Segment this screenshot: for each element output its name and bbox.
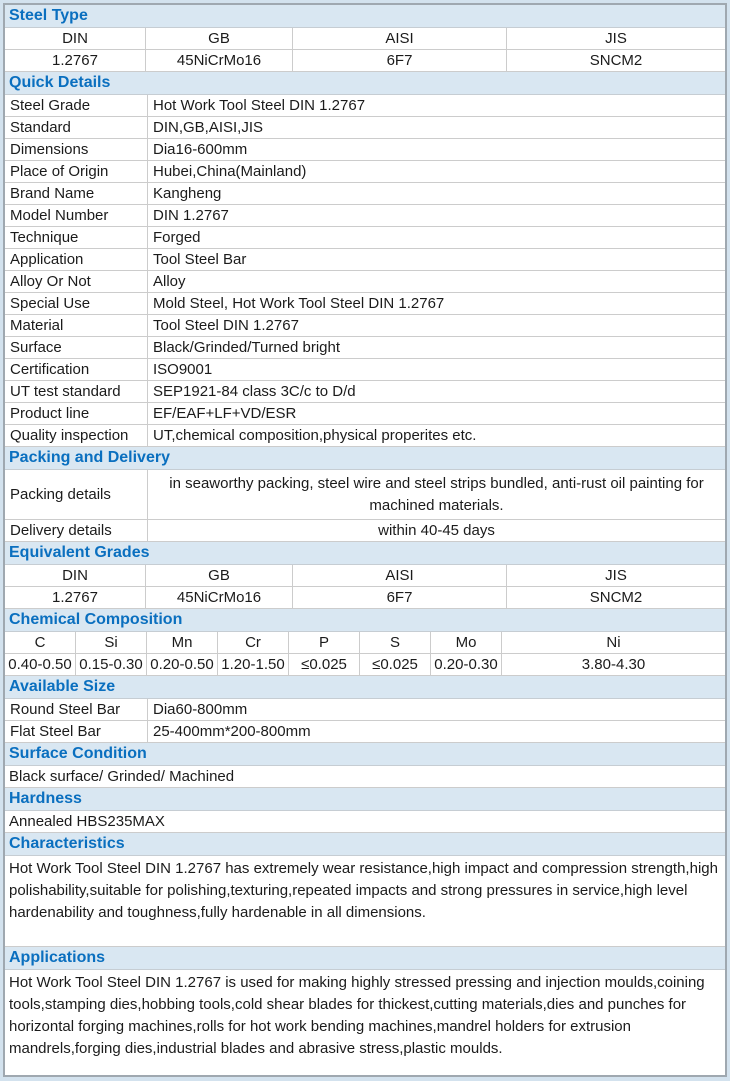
table-row <box>5 403 725 425</box>
row-value: ISO9001 <box>153 361 213 378</box>
chem-value-mn: 0.20-0.50 <box>147 654 218 675</box>
row-label: Brand Name <box>5 183 148 204</box>
section-header-chemical-composition: Chemical Composition <box>5 609 725 632</box>
row-value: Tool Steel DIN 1.2767 <box>153 317 299 334</box>
chem-col-cr: Cr <box>218 632 289 653</box>
row-label: Special Use <box>5 293 148 314</box>
section-header-equivalent-grades: Equivalent Grades <box>5 542 725 565</box>
row-label: Product line <box>5 403 148 424</box>
row-label: Quality inspection <box>5 425 148 446</box>
steel-type-value-gb: 45NiCrMo16 <box>146 50 293 71</box>
section-header-characteristics: Characteristics <box>5 833 725 856</box>
row-value: DIN,GB,AISI,JIS <box>153 119 264 136</box>
chem-value-c: 0.40-0.50 <box>5 654 76 675</box>
table-row <box>5 205 725 227</box>
surface-condition-text: Black surface/ Grinded/ Machined <box>5 766 725 788</box>
chem-col-c: C <box>5 632 76 653</box>
row-value: Alloy <box>153 273 186 290</box>
delivery-details-row <box>5 520 725 542</box>
table-row <box>5 425 725 447</box>
row-label: Flat Steel Bar <box>5 721 148 742</box>
row-value: Forged <box>153 229 201 246</box>
section-header-quick-details: Quick Details <box>5 72 725 95</box>
row-value: in seaworthy packing, steel wire and steel strips bundled, anti-rust oil painting for machined materials. <box>169 474 704 514</box>
row-label: Alloy Or Not <box>5 271 148 292</box>
spec-sheet <box>3 3 727 1077</box>
steel-type-value-jis: SNCM2 <box>589 52 643 69</box>
steel-type-value-din: 1.2767 <box>5 50 146 71</box>
steel-type-value-aisi: 6F7 <box>293 50 507 71</box>
row-value: within 40-45 days <box>378 522 495 539</box>
row-label: Material <box>5 315 148 336</box>
table-row <box>5 381 725 403</box>
chem-col-si: Si <box>76 632 147 653</box>
steel-type-col-jis: JIS <box>605 30 627 47</box>
row-value: Dia16-600mm <box>153 141 248 158</box>
row-value: DIN 1.2767 <box>153 207 229 224</box>
characteristics-text: Hot Work Tool Steel DIN 1.2767 has extremely wear resistance,high impact and compression strength,high polishability,suitable for polishing,texturing,repeated impacts and strong pressures in service,high level hardenability and toughness,fully hardenable in all dimensions. <box>5 856 725 947</box>
table-row <box>5 227 725 249</box>
equiv-value-aisi: 6F7 <box>293 587 507 608</box>
row-label: Steel Grade <box>5 95 148 116</box>
equiv-col-din: DIN <box>5 565 146 586</box>
chem-value-p: ≤0.025 <box>289 654 360 675</box>
row-value: Black/Grinded/Turned bright <box>153 339 341 356</box>
row-label: Technique <box>5 227 148 248</box>
chem-col-p: P <box>289 632 360 653</box>
chem-col-ni: Ni <box>606 634 621 651</box>
row-value: SEP1921-84 class 3C/c to D/d <box>153 383 356 400</box>
section-header-packing-delivery: Packing and Delivery <box>5 447 725 470</box>
equivalent-grades-columns-row <box>5 565 725 587</box>
table-row <box>5 699 725 721</box>
row-label: Round Steel Bar <box>5 699 148 720</box>
row-value: Mold Steel, Hot Work Tool Steel DIN 1.2767 <box>153 295 445 312</box>
equiv-value-jis: SNCM2 <box>589 589 643 606</box>
chem-value-si: 0.15-0.30 <box>76 654 147 675</box>
row-value: UT,chemical composition,physical properites etc. <box>153 427 477 444</box>
table-row <box>5 721 725 743</box>
equiv-col-gb: GB <box>146 565 293 586</box>
row-value: EF/EAF+LF+VD/ESR <box>153 405 297 422</box>
table-row <box>5 161 725 183</box>
steel-type-col-aisi: AISI <box>293 28 507 49</box>
applications-text: Hot Work Tool Steel DIN 1.2767 is used for making highly stressed pressing and injection moulds,coining tools,stamping dies,hobbing tools,cold shear blades for thickest,cutting materials,dies and punches for horizontal forging machines,rolls for hot work bending machines,mandrel holders for extrusion mandrels,forging dies,industrial blades and abrasive stress,plastic moulds. <box>9 974 705 1057</box>
row-value: 25-400mm*200-800mm <box>153 723 311 740</box>
row-label: Surface <box>5 337 148 358</box>
section-header-surface-condition: Surface Condition <box>5 743 725 766</box>
chem-value-s: ≤0.025 <box>360 654 431 675</box>
steel-type-col-gb: GB <box>146 28 293 49</box>
chem-value-cr: 1.20-1.50 <box>218 654 289 675</box>
equivalent-grades-values-row <box>5 587 725 609</box>
row-value: Hubei,China(Mainland) <box>153 163 307 180</box>
row-value: Tool Steel Bar <box>153 251 247 268</box>
section-header-available-size: Available Size <box>5 676 725 699</box>
steel-type-values-row <box>5 50 725 72</box>
table-row <box>5 293 725 315</box>
chemical-columns-row <box>5 632 725 654</box>
section-header-steel-type: Steel Type <box>5 5 725 28</box>
table-row <box>5 117 725 139</box>
row-label: Place of Origin <box>5 161 148 182</box>
packing-details-row <box>5 470 725 520</box>
row-value: Kangheng <box>153 185 222 202</box>
steel-type-columns-row <box>5 28 725 50</box>
row-label: Packing details <box>5 470 148 519</box>
table-row <box>5 337 725 359</box>
equiv-col-jis: JIS <box>605 567 627 584</box>
row-label: Delivery details <box>5 520 148 541</box>
row-label: UT test standard <box>5 381 148 402</box>
table-row <box>5 183 725 205</box>
chem-col-mn: Mn <box>147 632 218 653</box>
table-row <box>5 139 725 161</box>
table-row <box>5 95 725 117</box>
row-label: Dimensions <box>5 139 148 160</box>
chem-col-mo: Mo <box>431 632 502 653</box>
hardness-text: Annealed HBS235MAX <box>5 811 725 833</box>
equiv-value-gb: 45NiCrMo16 <box>146 587 293 608</box>
equiv-value-din: 1.2767 <box>5 587 146 608</box>
section-header-hardness: Hardness <box>5 788 725 811</box>
table-row <box>5 359 725 381</box>
table-row <box>5 249 725 271</box>
row-value: Dia60-800mm <box>153 701 248 718</box>
row-label: Certification <box>5 359 148 380</box>
row-label: Model Number <box>5 205 148 226</box>
equiv-col-aisi: AISI <box>293 565 507 586</box>
table-row <box>5 271 725 293</box>
row-label: Standard <box>5 117 148 138</box>
chem-value-mo: 0.20-0.30 <box>431 654 502 675</box>
steel-type-col-din: DIN <box>5 28 146 49</box>
chem-value-ni: 3.80-4.30 <box>581 656 646 673</box>
chemical-values-row <box>5 654 725 676</box>
row-value: Hot Work Tool Steel DIN 1.2767 <box>153 97 366 114</box>
chem-col-s: S <box>360 632 431 653</box>
section-header-applications: Applications <box>5 947 725 970</box>
table-row <box>5 315 725 337</box>
row-label: Application <box>5 249 148 270</box>
